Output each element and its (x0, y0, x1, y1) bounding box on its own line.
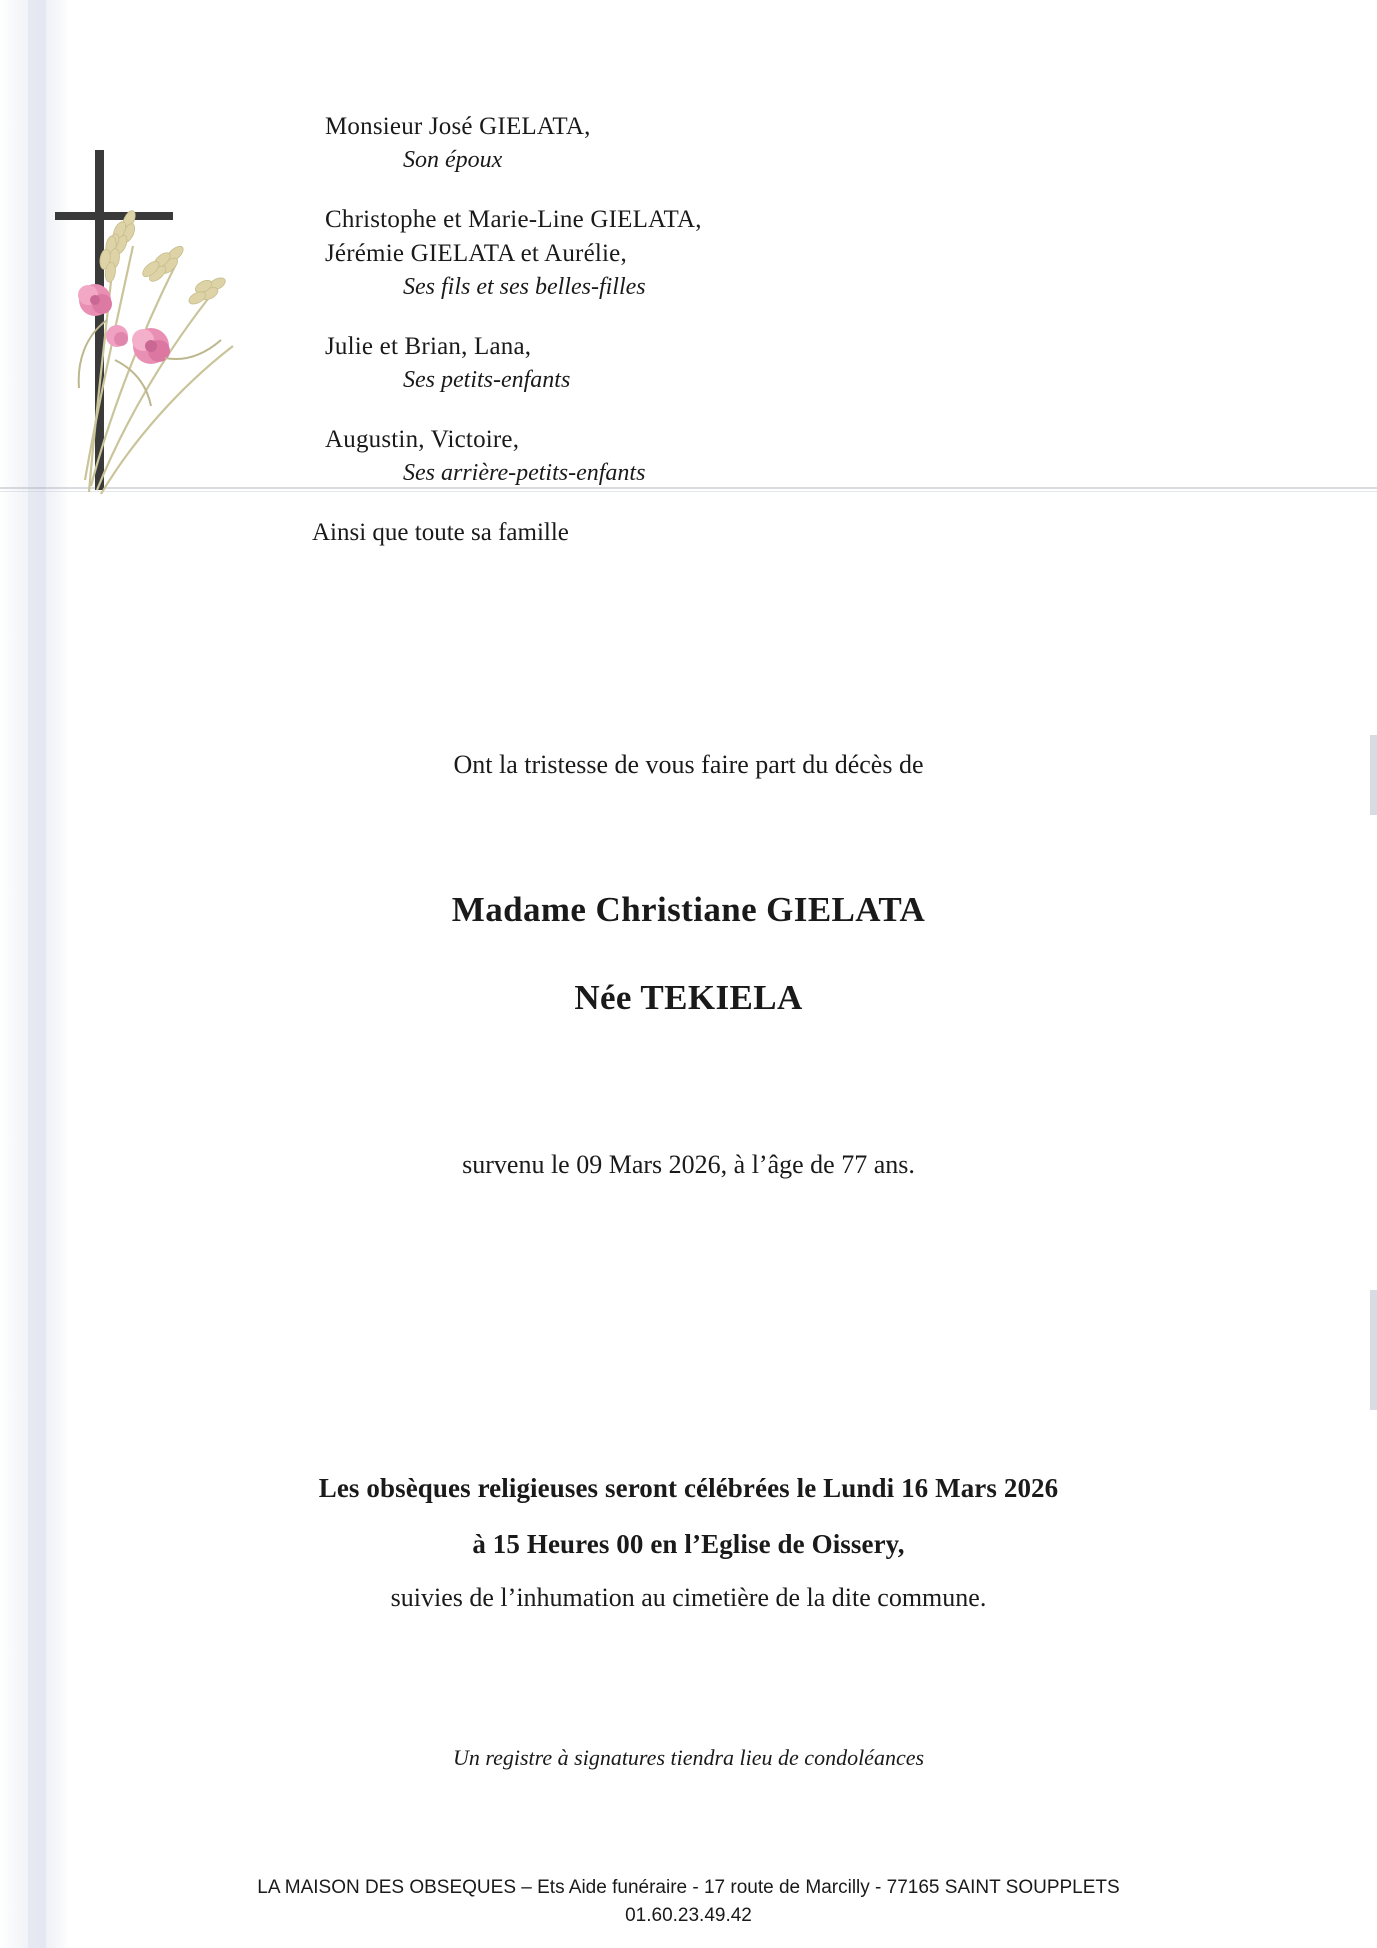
death-info: survenu le 09 Mars 2026, à l’âge de 77 ans. (462, 1150, 915, 1179)
cross-wheat-flowers-icon (55, 150, 275, 590)
deceased-maiden-name: Née TEKIELA (574, 978, 803, 1017)
family-relation: Ses fils et ses belles-filles (403, 274, 646, 300)
registry-note: Un registre à signatures tiendra lieu de condoléances (452, 1745, 925, 1770)
family-names: Julie et Brian, Lana, (325, 333, 532, 360)
family-names: Jérémie GIELATA et Aurélie, (325, 240, 627, 267)
family-relation: Ses petits-enfants (403, 367, 571, 393)
family-all-text: Ainsi que toute sa famille (312, 519, 569, 546)
announcement-text: Ont la tristesse de vous faire part du décès de (453, 750, 924, 779)
family-group (325, 330, 1025, 397)
family-group (325, 203, 1025, 304)
ceremony-details (0, 1460, 1377, 1624)
funeral-home-phone: 01.60.23.49.42 (625, 1905, 752, 1926)
family-names: Christophe et Marie-Line GIELATA, (325, 206, 702, 233)
ceremony-line-1: Les obsèques religieuses seront célébrées le Lundi 16 Mars 2026 (318, 1473, 1059, 1503)
family-group (325, 110, 1025, 177)
ceremony-line-2: à 15 Heures 00 en l’Eglise de Oissery, (472, 1529, 905, 1559)
footer (0, 1873, 1377, 1929)
funeral-home-address: LA MAISON DES OBSEQUES – Ets Aide funéraire - 17 route de Marcilly - 77165 SAINT SOUPPLETS (257, 1877, 1120, 1898)
family-relation: Son époux (403, 147, 503, 173)
family-names: Monsieur José GIELATA, (325, 113, 591, 140)
scan-shadow-band-inner (28, 0, 46, 1948)
ceremony-line-3: suivies de l’inhumation au cimetière de la dite commune. (390, 1583, 987, 1612)
deceased-name: Madame Christiane GIELATA (451, 890, 926, 929)
family-relation: Ses arrière-petits-enfants (403, 460, 646, 486)
family-group (325, 423, 1025, 490)
family-list (312, 110, 1025, 550)
page-edge-mark (1370, 1290, 1377, 1410)
family-names: Augustin, Victoire, (325, 426, 520, 453)
